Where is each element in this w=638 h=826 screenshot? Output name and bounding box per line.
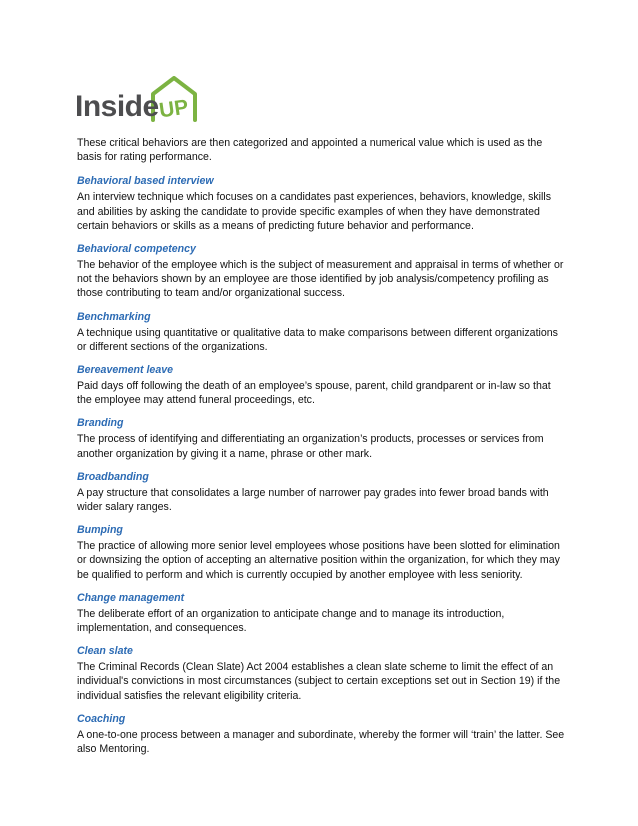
glossary-definition: A pay structure that consolidates a large number of narrower pay grades into fewer broad bands with wider salary ranges. bbox=[77, 486, 549, 514]
glossary-definition: The process of identifying and differentiating an organization’s products, processes or services from another organization by giving it a name, phrase or other mark. bbox=[77, 433, 544, 460]
glossary-entry bbox=[77, 523, 567, 582]
glossary-entry bbox=[77, 470, 567, 514]
insideup-logo bbox=[75, 76, 200, 128]
glossary-definition: The practice of allowing more senior level employees whose positions have been slotted for elimination or downsizing the option of accepting an alternative position within the organization, for which they may be qualified to perform and which is currently occupied by another employee with less seniority. bbox=[77, 540, 560, 581]
intro-paragraph: These critical behaviors are then categorized and appointed a numerical value which is used as the basis for rating performance. bbox=[77, 137, 543, 164]
glossary-entry bbox=[77, 416, 567, 460]
glossary-term: Bumping bbox=[77, 524, 123, 537]
glossary-definition: An interview technique which focuses on a candidates past experiences, behaviors, knowledge, skills and abilities by asking the candidate to provide specific examples of when they have demonstrated certain behaviors or skills as a means of predicting future behavior and performance. bbox=[77, 191, 552, 232]
glossary-entry bbox=[77, 363, 567, 407]
glossary-term: Coaching bbox=[77, 712, 126, 725]
glossary-entries bbox=[77, 174, 567, 756]
glossary-term: Behavioral based interview bbox=[77, 175, 214, 188]
glossary-definition: The deliberate effort of an organization to anticipate change and to manage its introduction, implementation, and consequences. bbox=[77, 607, 505, 635]
glossary-definition: A technique using quantitative or qualitative data to make comparisons between different organizations or different sections of the organizations. bbox=[77, 326, 558, 353]
glossary-definition: Paid days off following the death of an employee’s spouse, parent, child grandparent or in-law so that the employee may attend funeral proceedings, etc. bbox=[77, 380, 551, 407]
glossary-term: Broadbanding bbox=[77, 470, 149, 483]
glossary-entry bbox=[77, 712, 567, 756]
glossary-term: Change management bbox=[77, 591, 185, 604]
glossary-term: Branding bbox=[77, 417, 124, 430]
glossary-definition: The Criminal Records (Clean Slate) Act 2004 establishes a clean slate scheme to limit the effect of an individual's convictions in most circumstances (subject to certain exceptions set out in Section 19) if the individual satisfies the relevant eligibility criteria. bbox=[77, 661, 561, 702]
glossary-term: Benchmarking bbox=[77, 310, 151, 323]
glossary-term: Behavioral competency bbox=[77, 243, 196, 256]
glossary-entry bbox=[77, 174, 567, 233]
logo-text-inside: Inside bbox=[75, 90, 159, 123]
glossary-definition: A one-to-one process between a manager and subordinate, whereby the former will ‘train’ the latter. See also Mentoring. bbox=[77, 728, 565, 756]
glossary-term: Clean slate bbox=[77, 645, 133, 658]
glossary-entry bbox=[77, 644, 567, 703]
glossary-entry bbox=[77, 591, 567, 635]
glossary-entry bbox=[77, 310, 567, 354]
logo-text-up: UP bbox=[157, 95, 190, 123]
insideup-logo-graphic bbox=[75, 76, 200, 128]
glossary-content bbox=[77, 136, 567, 756]
glossary-term: Bereavement leave bbox=[77, 364, 173, 377]
glossary-entry bbox=[77, 242, 567, 301]
glossary-definition: The behavior of the employee which is the subject of measurement and appraisal in terms of whether or not the behaviors shown by an employee are those identified by job analysis/competency profiling as those contributing to team and/or organizational success. bbox=[77, 259, 564, 300]
